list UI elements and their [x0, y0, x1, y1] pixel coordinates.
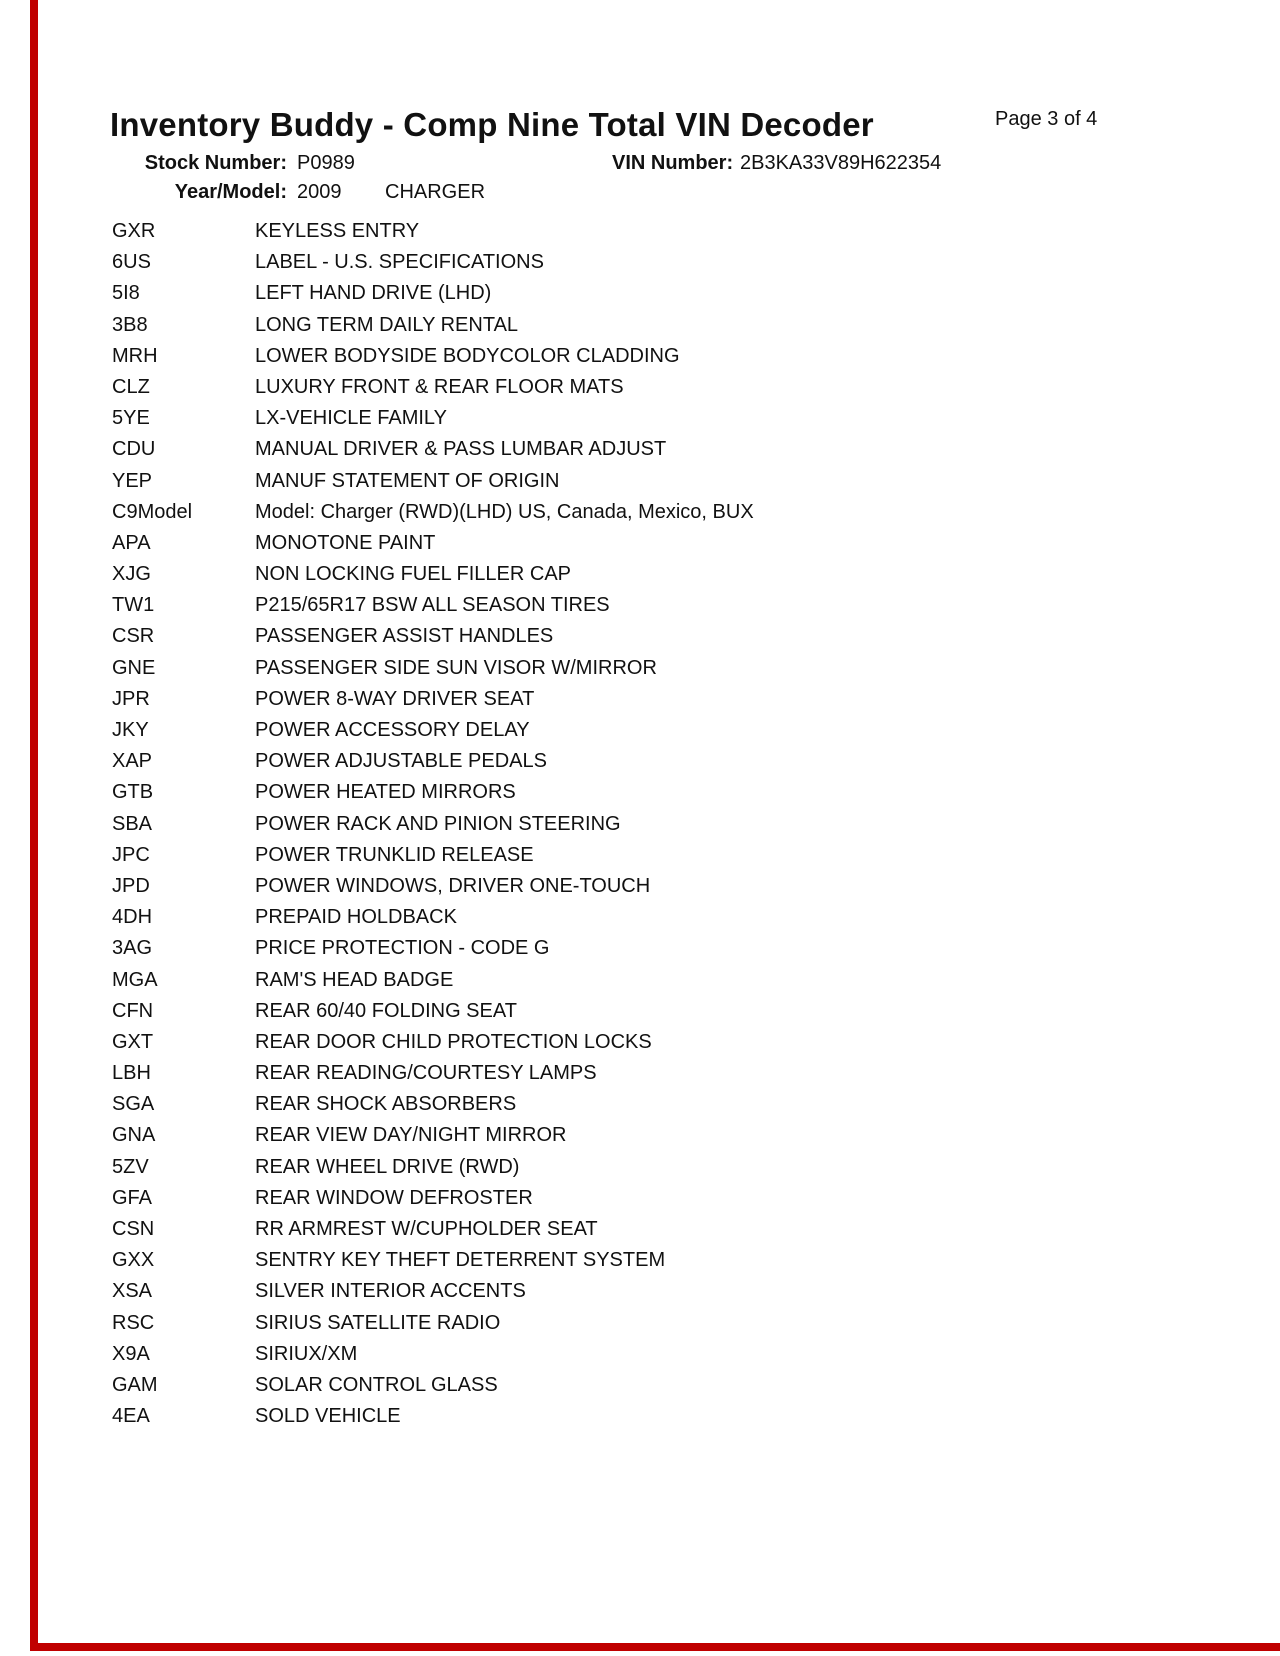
option-description: POWER 8-WAY DRIVER SEAT	[255, 687, 535, 710]
option-description: MONOTONE PAINT	[255, 531, 436, 554]
vin-number-value: 2B3KA33V89H622354	[740, 152, 942, 174]
option-code: 5I8	[112, 282, 140, 305]
table-row	[0, 1152, 1280, 1183]
table-row	[0, 372, 1280, 403]
option-code: YEP	[112, 469, 153, 492]
table-row	[0, 216, 1280, 247]
option-code: CFN	[112, 999, 154, 1022]
option-code: SGA	[112, 1093, 155, 1116]
table-row	[0, 1058, 1280, 1089]
option-code: SBA	[112, 812, 153, 835]
option-code: CDU	[112, 438, 156, 461]
table-row	[0, 1183, 1280, 1214]
table-row	[0, 996, 1280, 1027]
table-row	[0, 746, 1280, 777]
option-description: POWER TRUNKLID RELEASE	[255, 843, 534, 866]
option-code: RSC	[112, 1311, 155, 1334]
option-code: C9Model	[112, 500, 193, 523]
table-row	[0, 840, 1280, 871]
option-code: CSN	[112, 1218, 155, 1240]
table-row	[0, 590, 1280, 621]
table-row	[0, 559, 1280, 590]
options-list	[0, 216, 1280, 1432]
option-description: RR ARMREST W/CUPHOLDER SEAT	[255, 1218, 598, 1240]
option-code: 5ZV	[112, 1155, 149, 1178]
table-row	[0, 278, 1280, 309]
option-description: LX-VEHICLE FAMILY	[255, 407, 447, 430]
option-code: CLZ	[112, 375, 150, 398]
option-code: MRH	[112, 344, 158, 367]
option-description: SIRIUS SATELLITE RADIO	[255, 1311, 501, 1334]
table-row	[0, 809, 1280, 840]
option-description: REAR VIEW DAY/NIGHT MIRROR	[255, 1124, 567, 1147]
table-row	[0, 933, 1280, 964]
option-description: LONG TERM DAILY RENTAL	[255, 313, 519, 336]
table-row	[0, 1339, 1280, 1370]
option-code: X9A	[112, 1342, 150, 1365]
vin-number-label: VIN Number:	[612, 152, 734, 174]
table-row	[0, 1120, 1280, 1151]
table-row	[0, 1027, 1280, 1058]
table-row	[0, 871, 1280, 902]
option-code: 3B8	[112, 313, 148, 336]
option-code: 5YE	[112, 407, 150, 430]
option-description: NON LOCKING FUEL FILLER CAP	[255, 563, 571, 586]
option-code: 4DH	[112, 906, 153, 929]
option-code: JKY	[112, 719, 149, 741]
option-code: GNA	[112, 1124, 156, 1147]
table-row	[0, 1370, 1280, 1401]
option-code: CSR	[112, 625, 155, 648]
option-description: POWER WINDOWS, DRIVER ONE-TOUCH	[255, 874, 651, 897]
option-code: MGA	[112, 968, 158, 991]
table-row	[0, 310, 1280, 341]
option-description: SENTRY KEY THEFT DETERRENT SYSTEM	[255, 1249, 666, 1272]
option-description: LABEL - U.S. SPECIFICATIONS	[255, 251, 544, 274]
table-row	[0, 1214, 1280, 1245]
model-value: CHARGER	[385, 181, 486, 203]
table-row	[0, 1401, 1280, 1432]
option-description: POWER ADJUSTABLE PEDALS	[255, 750, 547, 773]
table-row	[0, 497, 1280, 528]
stock-number-value: P0989	[297, 152, 355, 174]
option-description: MANUF STATEMENT OF ORIGIN	[255, 469, 560, 492]
option-code: JPR	[112, 687, 150, 710]
option-description: SIRIUX/XM	[255, 1342, 358, 1365]
option-description: KEYLESS ENTRY	[255, 220, 420, 242]
option-description: POWER RACK AND PINION STEERING	[255, 812, 621, 835]
table-row	[0, 1089, 1280, 1120]
header-line-1	[0, 152, 1280, 178]
stock-number-label: Stock Number:	[144, 152, 287, 174]
option-description: REAR WINDOW DEFROSTER	[255, 1186, 533, 1209]
option-description: POWER HEATED MIRRORS	[255, 781, 516, 804]
option-code: GXT	[112, 1030, 154, 1053]
bottom-margin-red-line	[30, 1643, 1280, 1651]
option-description: SOLD VEHICLE	[255, 1405, 401, 1428]
option-description: REAR READING/COURTESY LAMPS	[255, 1062, 597, 1085]
option-description: P215/65R17 BSW ALL SEASON TIRES	[255, 594, 610, 617]
table-row	[0, 247, 1280, 278]
option-description: POWER ACCESSORY DELAY	[255, 719, 530, 741]
table-row	[0, 1276, 1280, 1307]
table-row	[0, 777, 1280, 808]
option-code: TW1	[112, 594, 155, 617]
option-description: PASSENGER ASSIST HANDLES	[255, 625, 554, 648]
option-description: PRICE PROTECTION - CODE G	[255, 937, 550, 960]
option-code: 4EA	[112, 1405, 150, 1428]
option-code: XAP	[112, 750, 153, 773]
option-code: APA	[112, 531, 151, 554]
option-code: GXX	[112, 1249, 155, 1272]
option-description: PASSENGER SIDE SUN VISOR W/MIRROR	[255, 656, 657, 679]
year-value: 2009	[297, 181, 342, 203]
table-row	[0, 341, 1280, 372]
year-model-label: Year/Model:	[174, 181, 287, 203]
option-description: REAR WHEEL DRIVE (RWD)	[255, 1155, 520, 1178]
option-code: XSA	[112, 1280, 153, 1303]
table-row	[0, 1308, 1280, 1339]
option-description: SOLAR CONTROL GLASS	[255, 1373, 498, 1396]
option-code: LBH	[112, 1062, 151, 1085]
option-code: GFA	[112, 1186, 153, 1209]
table-row	[0, 684, 1280, 715]
table-row	[0, 466, 1280, 497]
header-line-2	[0, 181, 1280, 207]
page-number-indicator: Page 3 of 4	[995, 108, 1098, 130]
option-code: JPD	[112, 874, 150, 897]
table-row	[0, 653, 1280, 684]
option-description: LEFT HAND DRIVE (LHD)	[255, 282, 492, 305]
option-code: 6US	[112, 251, 151, 274]
option-code: GXR	[112, 220, 156, 242]
option-description: REAR SHOCK ABSORBERS	[255, 1093, 517, 1116]
option-code: XJG	[112, 563, 151, 586]
option-code: GNE	[112, 656, 156, 679]
option-description: REAR 60/40 FOLDING SEAT	[255, 999, 517, 1022]
option-description: RAM'S HEAD BADGE	[255, 968, 454, 991]
option-code: 3AG	[112, 937, 153, 960]
table-row	[0, 1245, 1280, 1276]
option-description: PREPAID HOLDBACK	[255, 906, 457, 929]
page-title: Inventory Buddy - Comp Nine Total VIN Decoder	[110, 106, 874, 143]
option-description: LUXURY FRONT & REAR FLOOR MATS	[255, 375, 624, 398]
table-row	[0, 621, 1280, 652]
table-row	[0, 434, 1280, 465]
table-row	[0, 528, 1280, 559]
table-row	[0, 965, 1280, 996]
option-description: MANUAL DRIVER & PASS LUMBAR ADJUST	[255, 438, 667, 461]
option-code: GTB	[112, 781, 154, 804]
table-row	[0, 403, 1280, 434]
option-description: SILVER INTERIOR ACCENTS	[255, 1280, 526, 1303]
option-description: Model: Charger (RWD)(LHD) US, Canada, Mexico, BUX	[255, 500, 754, 523]
option-code: GAM	[112, 1373, 158, 1396]
table-row	[0, 715, 1280, 746]
option-description: REAR DOOR CHILD PROTECTION LOCKS	[255, 1030, 652, 1053]
option-code: JPC	[112, 843, 150, 866]
table-row	[0, 902, 1280, 933]
option-description: LOWER BODYSIDE BODYCOLOR CLADDING	[255, 344, 680, 367]
